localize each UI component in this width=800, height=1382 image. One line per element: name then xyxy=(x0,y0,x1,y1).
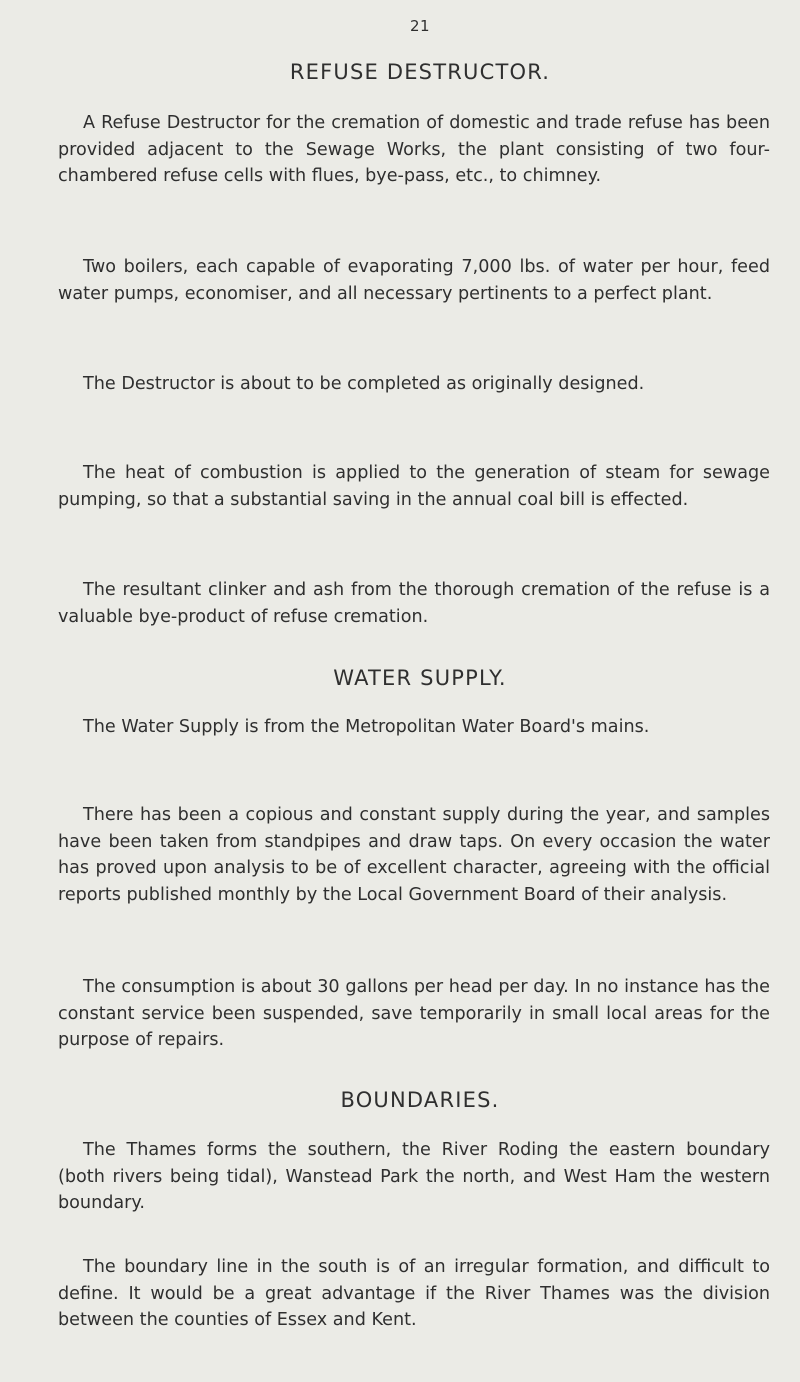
heading-boundaries: BOUNDARIES. xyxy=(340,1088,500,1112)
paragraph-boundaries-2: The boundary line in the south is of an irregular formation, and difficult to define. It would be a great advantage if the River Thames was the division between the counties of Essex and Kent. xyxy=(58,1257,770,1330)
paragraph-refuse-2: Two boilers, each capable of evaporating 7,000 lbs. of water per hour, feed water pumps, economiser, and all necessary pertinents to a perfect plant. xyxy=(58,257,770,304)
heading-refuse-destructor: REFUSE DESTRUCTOR. xyxy=(289,60,551,84)
paragraph-water-3: The consumption is about 30 gallons per head per day. In no instance has the constant service been suspended, save temporarily in small local areas for the purpose of repairs. xyxy=(58,977,770,1050)
paragraph-refuse-1: A Refuse Destructor for the cremation of domestic and trade refuse has been provided adjacent to the Sewage Works, the plant consisting of two four-chambered refuse cells with flues, bye-pass, etc., to chimney. xyxy=(58,113,770,186)
heading-water-supply: WATER SUPPLY. xyxy=(333,666,507,690)
page-number: 21 xyxy=(409,17,431,35)
paragraph-refuse-3: The Destructor is about to be completed as originally designed. xyxy=(83,374,645,394)
paragraph-water-2: There has been a copious and constant supply during the year, and samples have been taken from standpipes and draw taps. On every occasion the water has proved upon analysis to be of excellent character, agreeing with the official reports published monthly by the Local Government Board of their analysis. xyxy=(58,805,770,905)
paragraph-boundaries-1: The Thames forms the southern, the River Roding the eastern boundary (both rivers being tidal), Wanstead Park the north, and West Ham the western boundary. xyxy=(58,1140,770,1213)
paragraph-refuse-5: The resultant clinker and ash from the thorough cremation of the refuse is a valuable bye-product of refuse cremation. xyxy=(58,580,770,627)
paragraph-water-1: The Water Supply is from the Metropolitan Water Board's mains. xyxy=(83,717,650,737)
paragraph-refuse-4: The heat of combustion is applied to the generation of steam for sewage pumping, so that a substantial saving in the annual coal bill is effected. xyxy=(58,463,770,510)
